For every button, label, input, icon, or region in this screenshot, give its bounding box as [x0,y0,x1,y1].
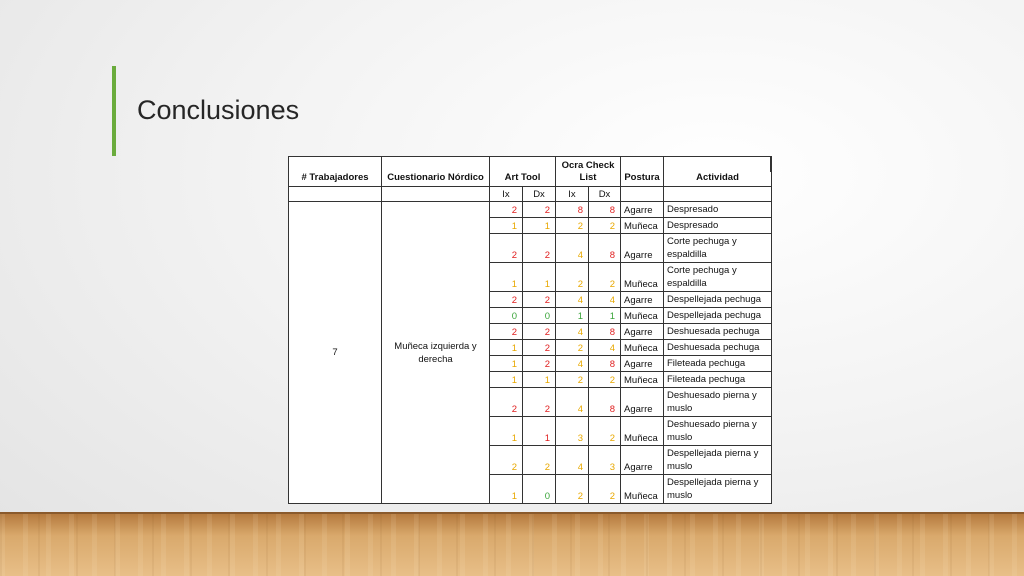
art-tool-ix-cell: 1 [490,372,523,388]
header-ocra-check-list [556,157,621,187]
header-ocra-line2: List [579,171,597,183]
posture-cell: Muñeca [621,475,664,504]
activity-cell: Corte pechuga y espaldilla [664,234,772,263]
art-tool-ix-cell: 2 [490,324,523,340]
subheader-art-ix: Ix [490,187,523,202]
ocra-dx-cell: 2 [589,372,621,388]
ocra-ix-cell: 4 [556,388,589,417]
activity-cell: Deshuesado pierna y muslo [664,388,772,417]
header-activity: Actividad [664,157,772,187]
ocra-dx-cell: 8 [589,234,621,263]
ocra-dx-cell: 4 [589,292,621,308]
subheader-blank [289,187,382,202]
art-tool-dx-cell: 2 [523,234,556,263]
posture-cell: Muñeca [621,263,664,292]
workers-count-cell: 7 [289,202,382,504]
ocra-ix-cell: 8 [556,202,589,218]
ocra-ix-cell: 2 [556,340,589,356]
art-tool-ix-cell: 2 [490,388,523,417]
ocra-ix-cell: 4 [556,356,589,372]
activity-cell: Despresado [664,218,772,234]
header-art-tool: Art Tool [490,157,556,187]
posture-cell: Agarre [621,324,664,340]
posture-cell: Agarre [621,446,664,475]
ocra-ix-cell: 1 [556,308,589,324]
subheader-ocra-dx: Dx [589,187,621,202]
posture-cell: Agarre [621,202,664,218]
subheader-row [289,187,772,202]
table-body [289,202,772,504]
ocra-ix-cell: 2 [556,263,589,292]
art-tool-ix-cell: 1 [490,356,523,372]
activity-cell: Despellejada pierna y muslo [664,446,772,475]
slide-title: Conclusiones [137,95,300,125]
activity-cell: Despellejada pierna y muslo [664,475,772,504]
posture-cell: Muñeca [621,340,664,356]
art-tool-ix-cell: 2 [490,446,523,475]
ocra-ix-cell: 4 [556,234,589,263]
art-tool-ix-cell: 1 [490,263,523,292]
posture-cell: Muñeca [621,308,664,324]
art-tool-dx-cell: 2 [523,340,556,356]
questionnaire-cell: Muñeca izquierda y derecha [382,202,490,504]
wooden-floor-background [0,514,1024,576]
posture-cell: Agarre [621,292,664,308]
ocra-ix-cell: 4 [556,324,589,340]
posture-cell: Agarre [621,234,664,263]
header-posture: Postura [621,157,664,187]
ocra-dx-cell: 8 [589,388,621,417]
ocra-ix-cell: 2 [556,372,589,388]
subheader-art-dx: Dx [523,187,556,202]
activity-cell: Despellejada pechuga [664,292,772,308]
art-tool-dx-cell: 1 [523,218,556,234]
art-tool-dx-cell: 2 [523,202,556,218]
ocra-dx-cell: 2 [589,263,621,292]
ocra-dx-cell: 4 [589,340,621,356]
art-tool-dx-cell: 2 [523,324,556,340]
art-tool-ix-cell: 1 [490,417,523,446]
art-tool-dx-cell: 2 [523,292,556,308]
ocra-dx-cell: 8 [589,202,621,218]
header-workers: # Trabajadores [289,157,382,187]
ocra-dx-cell: 2 [589,475,621,504]
activity-cell: Fileteada pechuga [664,372,772,388]
posture-cell: Agarre [621,356,664,372]
art-tool-ix-cell: 2 [490,234,523,263]
posture-cell: Agarre [621,388,664,417]
art-tool-dx-cell: 2 [523,388,556,417]
header-ocra-line1: Ocra Check [561,159,615,171]
art-tool-ix-cell: 1 [490,218,523,234]
activity-cell: Despellejada pechuga [664,308,772,324]
ocra-ix-cell: 4 [556,292,589,308]
table-row [289,202,772,218]
ocra-dx-cell: 2 [589,417,621,446]
subheader-blank [664,187,772,202]
art-tool-ix-cell: 1 [490,340,523,356]
ocra-ix-cell: 2 [556,475,589,504]
ergonomic-results-table [288,156,772,504]
subheader-ocra-ix: Ix [556,187,589,202]
art-tool-dx-cell: 1 [523,417,556,446]
ocra-ix-cell: 2 [556,218,589,234]
subheader-blank [382,187,490,202]
table-edge-mark [770,156,772,172]
ocra-ix-cell: 4 [556,446,589,475]
ocra-dx-cell: 1 [589,308,621,324]
title-accent-bar [112,66,116,156]
art-tool-dx-cell: 1 [523,263,556,292]
posture-cell: Muñeca [621,417,664,446]
subheader-blank [621,187,664,202]
activity-cell: Deshuesada pechuga [664,340,772,356]
art-tool-dx-cell: 2 [523,356,556,372]
activity-cell: Deshuesado pierna y muslo [664,417,772,446]
header-row [289,157,772,187]
art-tool-dx-cell: 2 [523,446,556,475]
activity-cell: Corte pechuga y espaldilla [664,263,772,292]
ocra-dx-cell: 8 [589,324,621,340]
posture-cell: Muñeca [621,218,664,234]
posture-cell: Muñeca [621,372,664,388]
ocra-dx-cell: 3 [589,446,621,475]
activity-cell: Fileteada pechuga [664,356,772,372]
ocra-ix-cell: 3 [556,417,589,446]
header-questionnaire: Cuestionario Nórdico [382,157,490,187]
art-tool-ix-cell: 2 [490,292,523,308]
art-tool-dx-cell: 0 [523,308,556,324]
art-tool-dx-cell: 0 [523,475,556,504]
art-tool-ix-cell: 1 [490,475,523,504]
art-tool-dx-cell: 1 [523,372,556,388]
activity-cell: Deshuesada pechuga [664,324,772,340]
art-tool-ix-cell: 0 [490,308,523,324]
activity-cell: Despresado [664,202,772,218]
ocra-dx-cell: 8 [589,356,621,372]
ocra-dx-cell: 2 [589,218,621,234]
art-tool-ix-cell: 2 [490,202,523,218]
